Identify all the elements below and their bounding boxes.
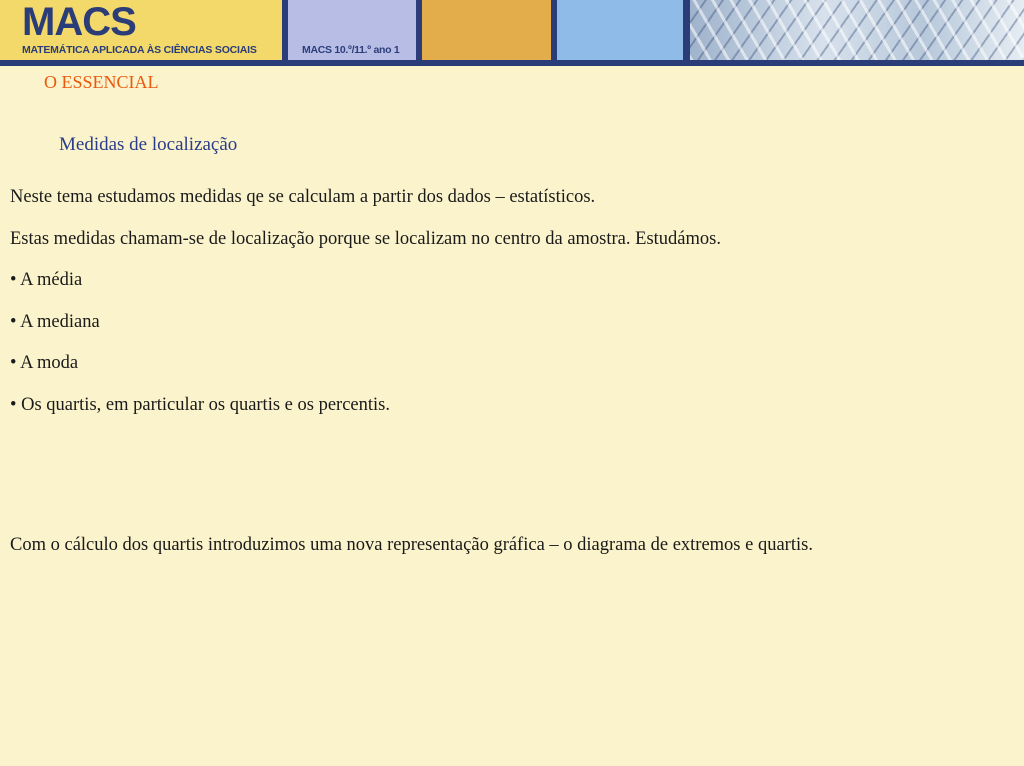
course-label-block bbox=[288, 0, 416, 60]
bullet-item: • A média bbox=[10, 270, 83, 290]
paragraph-1: Neste tema estudamos medidas qe se calculam a partir dos dados – estatísticos. bbox=[10, 187, 596, 207]
logo-title: MACS bbox=[22, 0, 136, 44]
decorative-blue-block bbox=[557, 0, 683, 60]
paragraph-3: Com o cálculo dos quartis introduzimos uma nova representação gráfica – o diagrama de extremos e quartis. bbox=[10, 535, 813, 555]
header-photo bbox=[690, 0, 1024, 60]
decorative-orange-block bbox=[422, 0, 551, 60]
course-label: MACS 10.º/11.º ano 1 bbox=[302, 44, 400, 56]
bullet-item: • Os quartis, em particular os quartis e os percentis. bbox=[10, 395, 390, 415]
slide-subtitle: Medidas de localização bbox=[59, 134, 238, 155]
logo-block bbox=[0, 0, 282, 60]
paragraph-2: Estas medidas chamam-se de localização porque se localizam no centro da amostra. Estudámos. bbox=[10, 229, 721, 249]
logo-subtitle: MATEMÁTICA APLICADA ÀS CIÊNCIAS SOCIAIS bbox=[22, 44, 257, 56]
bullet-item: • A mediana bbox=[10, 312, 100, 332]
bullet-item: • A moda bbox=[10, 353, 79, 373]
header-banner bbox=[0, 0, 1024, 66]
section-title: O ESSENCIAL bbox=[44, 72, 159, 92]
